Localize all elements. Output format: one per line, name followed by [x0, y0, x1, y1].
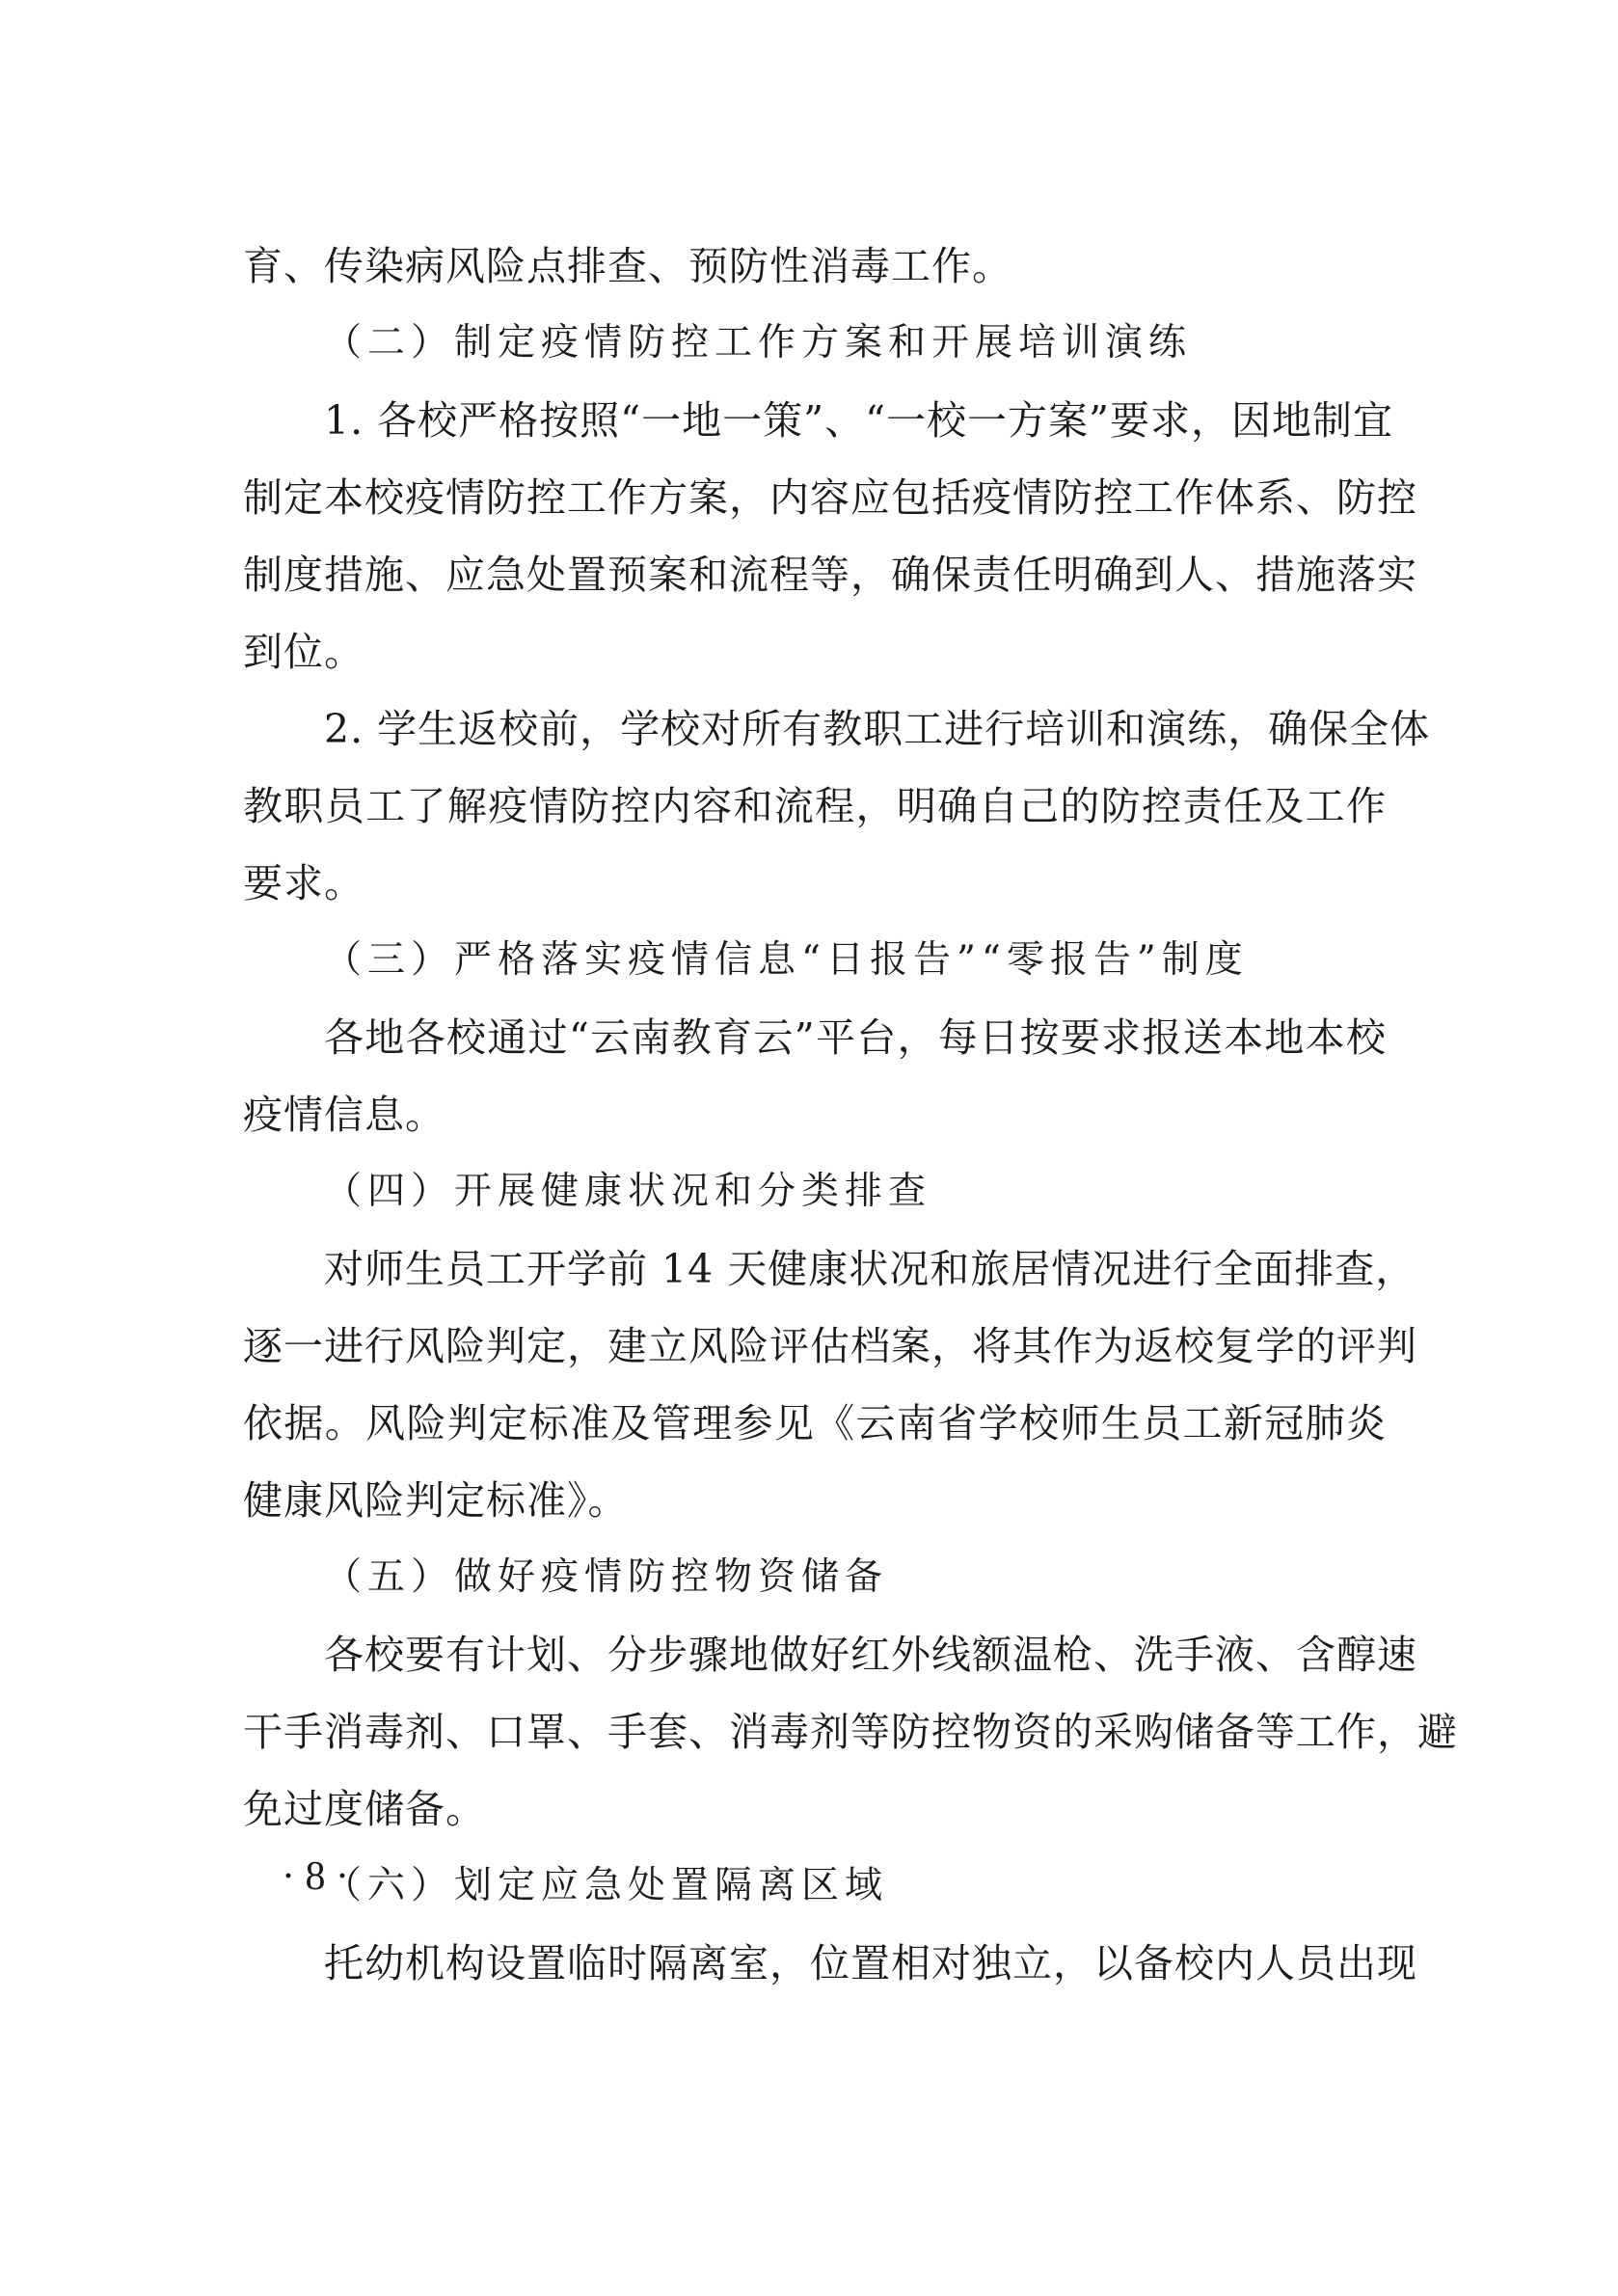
page-number: · 8 ·: [282, 1854, 349, 1899]
paragraph-line: 逐一进行风险判定，建立风险评估档案，将其作为返校复学的评判: [243, 1323, 1417, 1369]
paragraph-line: 疫情信息。: [243, 1092, 445, 1138]
paragraph-line: 育、传染病风险点排查、预防性消毒工作。: [243, 243, 1012, 289]
paragraph: [243, 690, 1431, 922]
document-body: [243, 228, 1458, 2002]
paragraph-line: 免过度储备。: [243, 1786, 486, 1832]
section-heading: （六）划定应急处置隔离区域: [324, 1864, 889, 1907]
paragraph: [243, 1616, 1458, 1848]
section-heading: （四）开展健康状况和分类排查: [324, 1170, 932, 1213]
paragraph: [243, 382, 1417, 690]
paragraph-line: 制定本校疫情防控工作方案，内容应包括疫情防控工作体系、防控: [243, 474, 1417, 521]
paragraph-line: 各校要有计划、分步骤地做好红外线额温枪、洗手液、含醇速: [324, 1632, 1417, 1678]
paragraph-line: 2. 学生返校前，学校对所有教职工进行培训和演练，确保全体: [324, 706, 1431, 752]
paragraph-line: 各地各校通过“云南教育云”平台，每日按要求报送本地本校: [324, 1014, 1387, 1061]
paragraph-line: 健康风险判定标准》。: [243, 1477, 629, 1524]
section-heading: （二）制定疫情防控工作方案和开展培训演练: [324, 321, 1193, 365]
paragraph-line: 干手消毒剂、口罩、手套、消毒剂等防控物资的采购储备等工作，避: [243, 1709, 1458, 1755]
section-heading: （五）做好疫情防控物资储备: [324, 1555, 889, 1599]
paragraph-line: 依据。风险判定标准及管理参见《云南省学校师生员工新冠肺炎: [243, 1400, 1387, 1446]
paragraph-line: 制度措施、应急处置预案和流程等，确保责任明确到人、措施落实: [243, 552, 1417, 598]
section-heading: （三）严格落实疫情信息“日报告”“零报告”制度: [324, 938, 1249, 982]
paragraph: [243, 999, 1387, 1153]
paragraph-line: 对师生员工开学前 14 天健康状况和旅居情况进行全面排查，: [324, 1246, 1416, 1292]
paragraph-line: 1. 各校严格按照“一地一策”、“一校一方案”要求，因地制宜: [324, 397, 1393, 444]
paragraph-line: 教职员工了解疫情防控内容和流程，明确自己的防控责任及工作: [243, 783, 1387, 829]
paragraph: [243, 1230, 1417, 1539]
paragraph-line: 托幼机构设置临时隔离室，位置相对独立，以备校内人员出现: [324, 1940, 1417, 1986]
paragraph: [243, 228, 1387, 305]
paragraph-line: 要求。: [243, 860, 364, 906]
paragraph-line: 到位。: [243, 629, 364, 675]
paragraph: [243, 1925, 1417, 2002]
